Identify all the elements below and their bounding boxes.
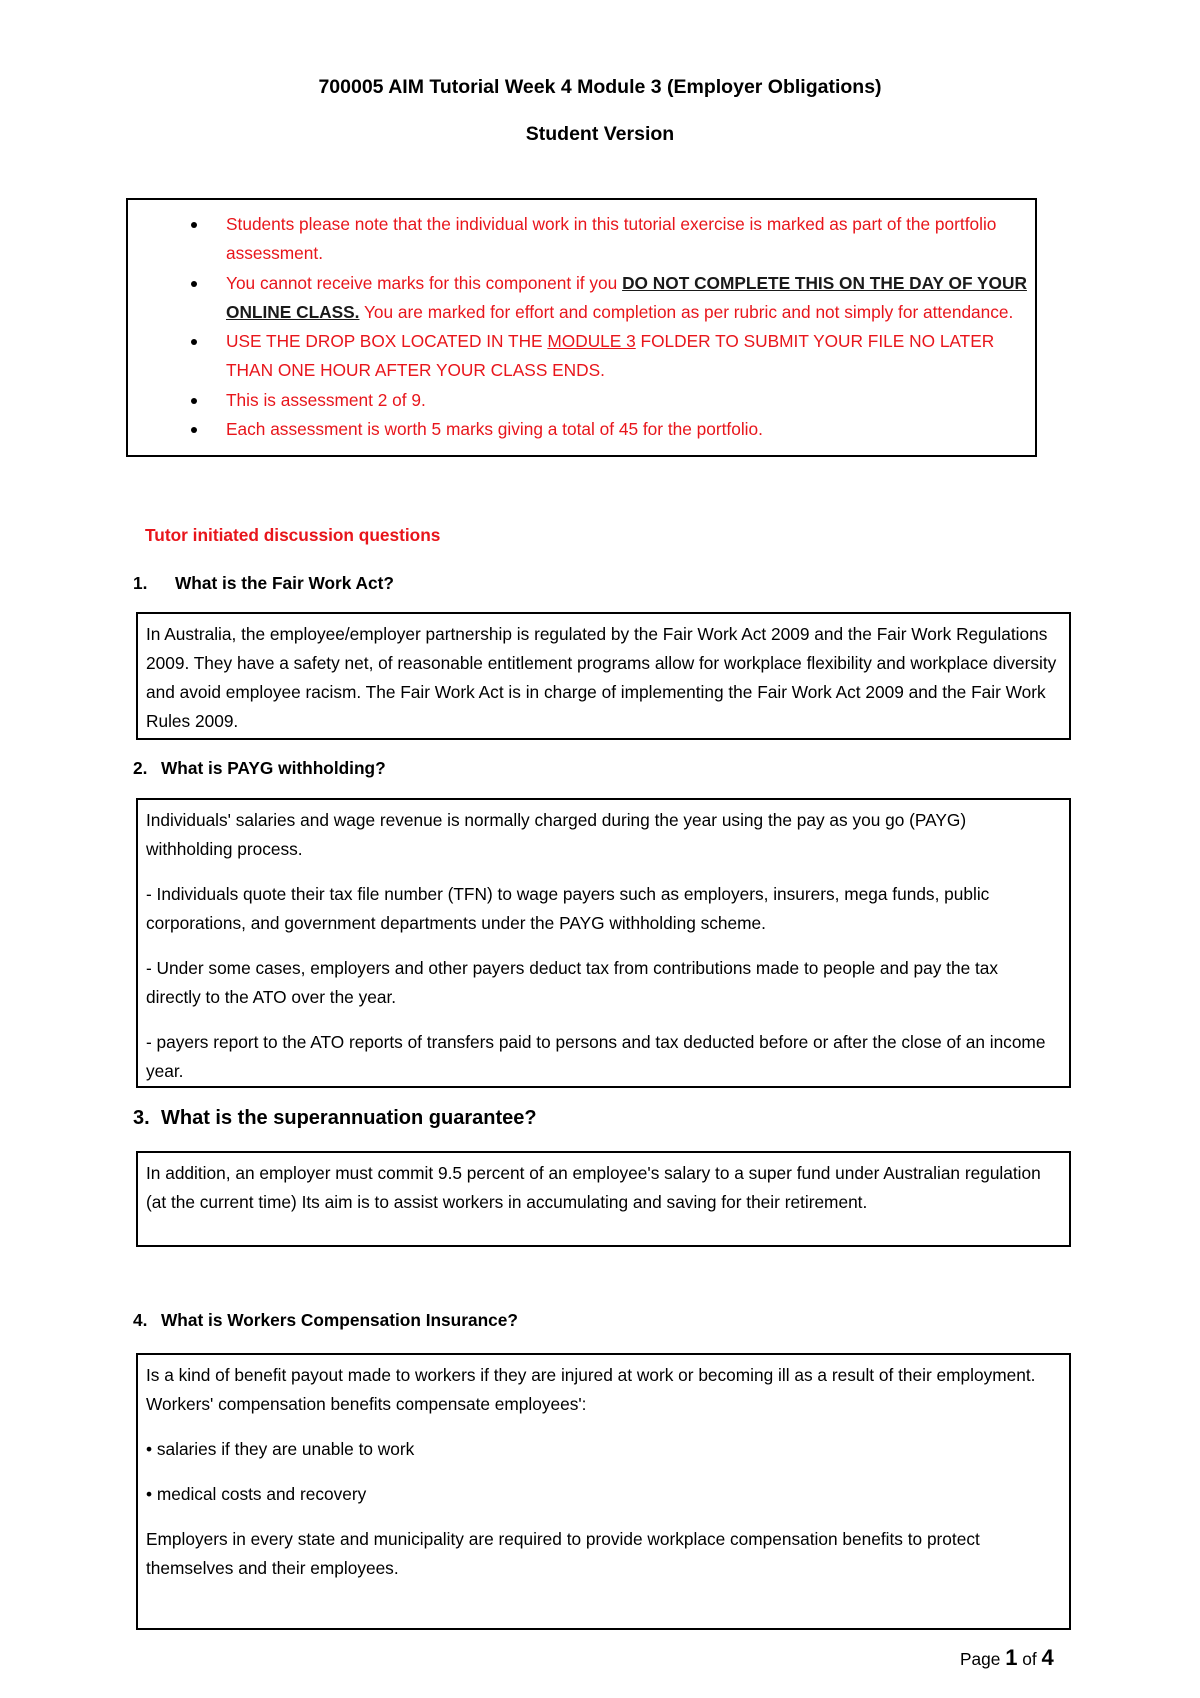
question-number: 3. <box>133 1107 150 1129</box>
answer-box[interactable] <box>136 1353 1071 1630</box>
question-heading <box>133 1310 518 1331</box>
answer-bullet: • medical costs and recovery <box>146 1484 367 1504</box>
question-text: What is Workers Compensation Insurance? <box>161 1310 518 1330</box>
answer-bullet: • salaries if they are unable to work <box>146 1439 415 1459</box>
notice-list <box>128 210 1035 444</box>
notice-item-text: FOLDER TO SUBMIT YOUR FILE NO LATER THAN ONE HOUR AFTER YOUR CLASS ENDS. <box>226 331 995 381</box>
notice-item-text: USE THE DROP BOX LOCATED IN THE <box>226 331 548 352</box>
notice-item <box>128 327 1035 386</box>
notice-item <box>128 269 1035 328</box>
question-text: What is PAYG withholding? <box>161 758 386 778</box>
of-label: of <box>1022 1649 1037 1669</box>
question-text: What is the Fair Work Act? <box>175 573 394 593</box>
section-heading: Tutor initiated discussion questions <box>145 525 441 545</box>
notice-item <box>128 210 1035 269</box>
answer-paragraph: - Individuals quote their tax file number (TFN) to wage payers such as employers, insurers, mega funds, public corporations, and government departments under the PAYG withholding scheme. <box>146 884 990 933</box>
module-folder-link[interactable]: MODULE 3 <box>547 331 636 352</box>
question-number: 1. <box>133 573 148 593</box>
notice-item-text: This is assessment 2 of 9. <box>226 389 426 410</box>
answer-paragraph: - Under some cases, employers and other payers deduct tax from contributions made to people and pay the tax directly to the ATO over the year. <box>146 958 999 1007</box>
answer-box[interactable] <box>136 1151 1071 1247</box>
document-subtitle: Student Version <box>525 123 675 145</box>
answer-paragraph: - payers report to the ATO reports of transfers paid to persons and tax deducted before or after the close of an income year. <box>146 1032 1046 1081</box>
notice-item <box>128 386 1035 415</box>
notice-item-text: Each assessment is worth 5 marks giving a total of 45 for the portfolio. <box>226 419 763 440</box>
notice-item-text: Students please note that the individual work in this tutorial exercise is marked as part of the portfolio assessment. <box>226 214 997 264</box>
document-title: 700005 AIM Tutorial Week 4 Module 3 (Employer Obligations) <box>318 76 882 98</box>
assessment-notice-box <box>126 198 1037 457</box>
notice-item-text: You cannot receive marks for this component if you <box>226 272 623 293</box>
question-heading <box>133 1107 537 1130</box>
notice-item <box>128 415 1035 444</box>
answer-box[interactable] <box>136 612 1071 740</box>
answer-paragraph: Individuals' salaries and wage revenue is normally charged during the year using the pay as you go (PAYG) withholding process. <box>146 810 967 859</box>
question-heading <box>133 758 386 779</box>
answer-paragraph: In Australia, the employee/employer partnership is regulated by the Fair Work Act 2009 and the Fair Work Regulations 2009. They have a safety net, of reasonable entitlement programs allow for workplace flexibility and workplace diversity and avoid employee racism. The Fair Work Act is in charge of implementing the Fair Work Act 2009 and the Fair Work Rules 2009. <box>146 624 1057 731</box>
question-number: 4. <box>133 1310 148 1330</box>
answer-box[interactable] <box>136 798 1071 1088</box>
question-number: 2. <box>133 758 148 778</box>
answer-paragraph: Is a kind of benefit payout made to workers if they are injured at work or becoming ill as a result of their employment. Workers' compensation benefits compensate employees': <box>146 1365 1036 1414</box>
answer-paragraph: Employers in every state and municipality are required to provide workplace compensation benefits to protect themselves and their employees. <box>146 1529 980 1578</box>
page-footer <box>960 1645 1054 1671</box>
page-current: 1 <box>1005 1645 1018 1670</box>
question-heading <box>133 573 394 594</box>
page-total: 4 <box>1041 1645 1054 1670</box>
answer-paragraph: In addition, an employer must commit 9.5 percent of an employee's salary to a super fund under Australian regulation (at the current time) Its aim is to assist workers in accumulating and saving for their retirement. <box>146 1163 1041 1212</box>
page-label: Page <box>960 1649 1001 1669</box>
question-text: What is the superannuation guarantee? <box>161 1107 537 1129</box>
notice-item-text: You are marked for effort and completion as per rubric and not simply for attendance. <box>359 301 1014 322</box>
notice-emphasis: DO NOT COMPLETE THIS ON THE DAY OF YOUR ONLINE CLASS. <box>226 272 1027 322</box>
